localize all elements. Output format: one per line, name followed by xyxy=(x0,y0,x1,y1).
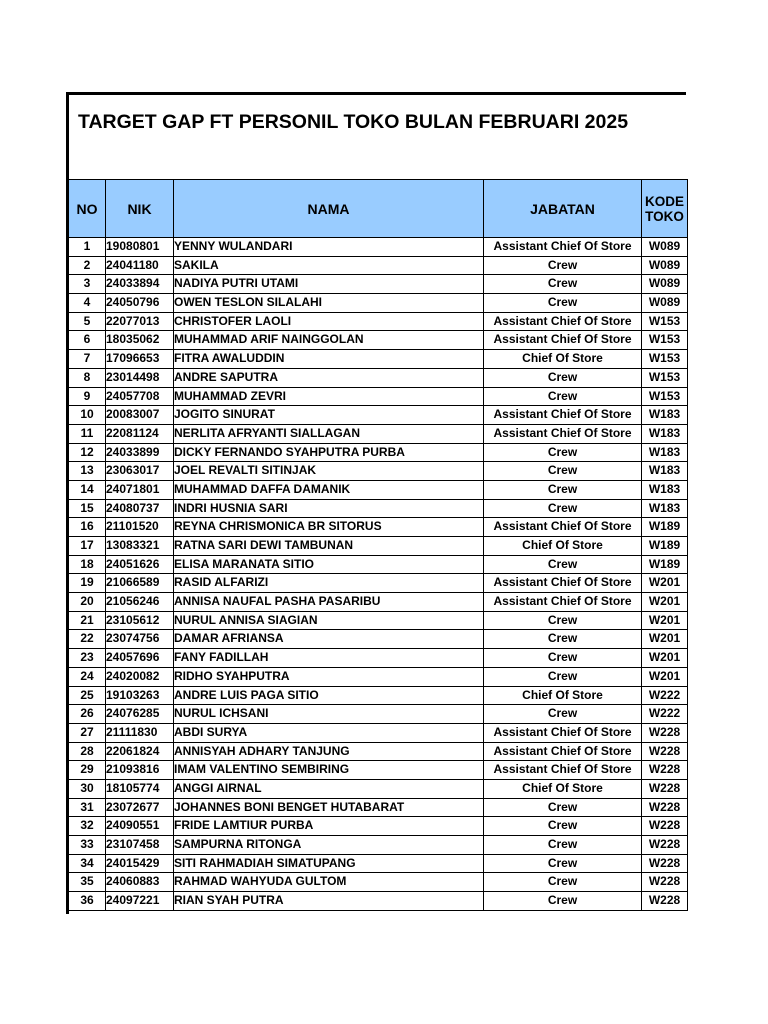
table-row xyxy=(69,892,688,911)
cell-nama: FRIDE LAMTIUR PURBA xyxy=(174,817,484,836)
kode-header-line1: KODE xyxy=(644,193,684,209)
cell-nik: 23072677 xyxy=(106,798,174,817)
cell-nama: ANNISA NAUFAL PASHA PASARIBU xyxy=(174,593,484,612)
cell-no: 30 xyxy=(69,779,106,798)
cell-nama: NURUL ANNISA SIAGIAN xyxy=(174,611,484,630)
cell-kode-toko: W183 xyxy=(642,424,688,443)
table-row xyxy=(69,368,688,387)
cell-nama: SITI RAHMADIAH SIMATUPANG xyxy=(174,854,484,873)
cell-no: 2 xyxy=(69,256,106,275)
cell-jabatan: Crew xyxy=(484,480,642,499)
cell-kode-toko: W153 xyxy=(642,331,688,350)
cell-jabatan: Crew xyxy=(484,854,642,873)
cell-kode-toko: W228 xyxy=(642,761,688,780)
cell-nama: NURUL ICHSANI xyxy=(174,705,484,724)
cell-no: 36 xyxy=(69,892,106,911)
table-row xyxy=(69,574,688,593)
cell-no: 4 xyxy=(69,294,106,313)
cell-nik: 17096653 xyxy=(106,350,174,369)
cell-no: 34 xyxy=(69,854,106,873)
cell-kode-toko: W189 xyxy=(642,537,688,556)
table-row xyxy=(69,779,688,798)
cell-nama: ANGGI AIRNAL xyxy=(174,779,484,798)
cell-nik: 21066589 xyxy=(106,574,174,593)
cell-nama: MUHAMMAD ARIF NAINGGOLAN xyxy=(174,331,484,350)
cell-kode-toko: W201 xyxy=(642,593,688,612)
cell-jabatan: Crew xyxy=(484,798,642,817)
cell-kode-toko: W089 xyxy=(642,256,688,275)
cell-no: 31 xyxy=(69,798,106,817)
table-row xyxy=(69,312,688,331)
cell-kode-toko: W201 xyxy=(642,574,688,593)
table-row xyxy=(69,798,688,817)
cell-nama: ANDRE SAPUTRA xyxy=(174,368,484,387)
table-row xyxy=(69,649,688,668)
cell-nik: 23105612 xyxy=(106,611,174,630)
cell-no: 32 xyxy=(69,817,106,836)
cell-nik: 19103263 xyxy=(106,686,174,705)
column-header-nik: NIK xyxy=(106,180,174,238)
cell-kode-toko: W228 xyxy=(642,817,688,836)
kode-header-line2: TOKO xyxy=(645,208,684,224)
cell-kode-toko: W183 xyxy=(642,480,688,499)
cell-nama: ANDRE LUIS PAGA SITIO xyxy=(174,686,484,705)
cell-nama: ABDI SURYA xyxy=(174,723,484,742)
cell-jabatan: Assistant Chief Of Store xyxy=(484,723,642,742)
cell-kode-toko: W228 xyxy=(642,836,688,855)
cell-jabatan: Crew xyxy=(484,836,642,855)
cell-nik: 24051626 xyxy=(106,555,174,574)
cell-nik: 24097221 xyxy=(106,892,174,911)
cell-no: 15 xyxy=(69,499,106,518)
table-row xyxy=(69,499,688,518)
cell-no: 13 xyxy=(69,462,106,481)
table-row xyxy=(69,761,688,780)
cell-kode-toko: W153 xyxy=(642,350,688,369)
cell-no: 29 xyxy=(69,761,106,780)
cell-jabatan: Assistant Chief Of Store xyxy=(484,593,642,612)
table-row xyxy=(69,406,688,425)
cell-jabatan: Crew xyxy=(484,368,642,387)
column-header-no: NO xyxy=(69,180,106,238)
cell-nama: OWEN TESLON SILALAHI xyxy=(174,294,484,313)
table-row xyxy=(69,593,688,612)
cell-no: 8 xyxy=(69,368,106,387)
personnel-table xyxy=(68,179,688,911)
table-row xyxy=(69,705,688,724)
table-row xyxy=(69,480,688,499)
cell-nik: 24076285 xyxy=(106,705,174,724)
cell-no: 7 xyxy=(69,350,106,369)
cell-jabatan: Crew xyxy=(484,499,642,518)
cell-nama: NERLITA AFRYANTI SIALLAGAN xyxy=(174,424,484,443)
cell-jabatan: Assistant Chief Of Store xyxy=(484,312,642,331)
table-row xyxy=(69,723,688,742)
cell-nama: MUHAMMAD DAFFA DAMANIK xyxy=(174,480,484,499)
table-row xyxy=(69,873,688,892)
cell-nama: RASID ALFARIZI xyxy=(174,574,484,593)
cell-jabatan: Crew xyxy=(484,649,642,668)
cell-jabatan: Crew xyxy=(484,256,642,275)
cell-kode-toko: W228 xyxy=(642,873,688,892)
table-row xyxy=(69,331,688,350)
table-row xyxy=(69,630,688,649)
cell-jabatan: Chief Of Store xyxy=(484,537,642,556)
cell-nama: JOEL REVALTI SITINJAK xyxy=(174,462,484,481)
cell-kode-toko: W153 xyxy=(642,312,688,331)
cell-no: 18 xyxy=(69,555,106,574)
cell-jabatan: Crew xyxy=(484,873,642,892)
cell-nik: 21111830 xyxy=(106,723,174,742)
table-row xyxy=(69,462,688,481)
cell-no: 3 xyxy=(69,275,106,294)
cell-nik: 23074756 xyxy=(106,630,174,649)
cell-no: 28 xyxy=(69,742,106,761)
cell-kode-toko: W089 xyxy=(642,238,688,257)
cell-jabatan: Assistant Chief Of Store xyxy=(484,574,642,593)
cell-no: 6 xyxy=(69,331,106,350)
page-title: TARGET GAP FT PERSONIL TOKO BULAN FEBRUARI 2025 xyxy=(78,111,629,133)
cell-no: 25 xyxy=(69,686,106,705)
cell-kode-toko: W089 xyxy=(642,275,688,294)
cell-nama: JOGITO SINURAT xyxy=(174,406,484,425)
cell-nik: 23107458 xyxy=(106,836,174,855)
cell-nik: 18105774 xyxy=(106,779,174,798)
cell-jabatan: Crew xyxy=(484,443,642,462)
cell-jabatan: Crew xyxy=(484,387,642,406)
cell-no: 24 xyxy=(69,667,106,686)
table-row xyxy=(69,667,688,686)
cell-nik: 19080801 xyxy=(106,238,174,257)
cell-kode-toko: W089 xyxy=(642,294,688,313)
table-row xyxy=(69,238,688,257)
cell-jabatan: Assistant Chief Of Store xyxy=(484,742,642,761)
table-row xyxy=(69,611,688,630)
table-row xyxy=(69,555,688,574)
table-row xyxy=(69,256,688,275)
cell-nik: 24033894 xyxy=(106,275,174,294)
cell-nama: RIAN SYAH PUTRA xyxy=(174,892,484,911)
table-row xyxy=(69,537,688,556)
table-row xyxy=(69,350,688,369)
cell-no: 19 xyxy=(69,574,106,593)
cell-jabatan: Assistant Chief Of Store xyxy=(484,518,642,537)
cell-nama: ANNISYAH ADHARY TANJUNG xyxy=(174,742,484,761)
cell-nik: 24057708 xyxy=(106,387,174,406)
table-row xyxy=(69,518,688,537)
table-row xyxy=(69,817,688,836)
cell-no: 12 xyxy=(69,443,106,462)
cell-nama: MUHAMMAD ZEVRI xyxy=(174,387,484,406)
cell-kode-toko: W228 xyxy=(642,779,688,798)
cell-jabatan: Crew xyxy=(484,892,642,911)
cell-kode-toko: W183 xyxy=(642,406,688,425)
table-row xyxy=(69,387,688,406)
table-row xyxy=(69,424,688,443)
cell-no: 20 xyxy=(69,593,106,612)
cell-nama: RIDHO SYAHPUTRA xyxy=(174,667,484,686)
cell-nik: 22061824 xyxy=(106,742,174,761)
cell-kode-toko: W153 xyxy=(642,368,688,387)
cell-kode-toko: W228 xyxy=(642,854,688,873)
cell-jabatan: Chief Of Store xyxy=(484,779,642,798)
cell-jabatan: Crew xyxy=(484,275,642,294)
cell-nik: 21056246 xyxy=(106,593,174,612)
cell-kode-toko: W201 xyxy=(642,611,688,630)
cell-no: 10 xyxy=(69,406,106,425)
cell-nama: CHRISTOFER LAOLI xyxy=(174,312,484,331)
cell-jabatan: Chief Of Store xyxy=(484,686,642,705)
column-header-nama: NAMA xyxy=(174,180,484,238)
table-row xyxy=(69,836,688,855)
cell-no: 33 xyxy=(69,836,106,855)
cell-kode-toko: W228 xyxy=(642,798,688,817)
table-row xyxy=(69,275,688,294)
cell-no: 21 xyxy=(69,611,106,630)
cell-no: 14 xyxy=(69,480,106,499)
cell-kode-toko: W189 xyxy=(642,518,688,537)
cell-kode-toko: W153 xyxy=(642,387,688,406)
cell-nama: DAMAR AFRIANSA xyxy=(174,630,484,649)
cell-jabatan: Crew xyxy=(484,462,642,481)
cell-nik: 24020082 xyxy=(106,667,174,686)
cell-nik: 24060883 xyxy=(106,873,174,892)
cell-nik: 24090551 xyxy=(106,817,174,836)
cell-nik: 13083321 xyxy=(106,537,174,556)
cell-no: 27 xyxy=(69,723,106,742)
cell-no: 17 xyxy=(69,537,106,556)
cell-jabatan: Crew xyxy=(484,555,642,574)
cell-nama: FITRA AWALUDDIN xyxy=(174,350,484,369)
cell-nama: DICKY FERNANDO SYAHPUTRA PURBA xyxy=(174,443,484,462)
cell-no: 1 xyxy=(69,238,106,257)
table-body xyxy=(69,238,688,911)
cell-jabatan: Crew xyxy=(484,667,642,686)
cell-nik: 24057696 xyxy=(106,649,174,668)
cell-no: 22 xyxy=(69,630,106,649)
cell-nik: 23063017 xyxy=(106,462,174,481)
cell-jabatan: Crew xyxy=(484,630,642,649)
cell-nik: 21101520 xyxy=(106,518,174,537)
cell-kode-toko: W183 xyxy=(642,499,688,518)
cell-nama: RATNA SARI DEWI TAMBUNAN xyxy=(174,537,484,556)
cell-kode-toko: W228 xyxy=(642,892,688,911)
cell-jabatan: Crew xyxy=(484,705,642,724)
cell-nama: IMAM VALENTINO SEMBIRING xyxy=(174,761,484,780)
cell-no: 16 xyxy=(69,518,106,537)
cell-no: 9 xyxy=(69,387,106,406)
cell-no: 26 xyxy=(69,705,106,724)
cell-nama: FANY FADILLAH xyxy=(174,649,484,668)
cell-nik: 21093816 xyxy=(106,761,174,780)
cell-nama: ELISA MARANATA SITIO xyxy=(174,555,484,574)
cell-kode-toko: W201 xyxy=(642,667,688,686)
cell-nama: NADIYA PUTRI UTAMI xyxy=(174,275,484,294)
cell-no: 35 xyxy=(69,873,106,892)
cell-kode-toko: W183 xyxy=(642,462,688,481)
column-header-jabatan: JABATAN xyxy=(484,180,642,238)
cell-jabatan: Chief Of Store xyxy=(484,350,642,369)
cell-nik: 24071801 xyxy=(106,480,174,499)
table-row xyxy=(69,443,688,462)
cell-nama: SAKILA xyxy=(174,256,484,275)
spreadsheet-page xyxy=(66,92,686,914)
cell-kode-toko: W183 xyxy=(642,443,688,462)
cell-kode-toko: W222 xyxy=(642,705,688,724)
cell-jabatan: Assistant Chief Of Store xyxy=(484,331,642,350)
cell-nik: 24050796 xyxy=(106,294,174,313)
cell-nama: RAHMAD WAHYUDA GULTOM xyxy=(174,873,484,892)
cell-jabatan: Assistant Chief Of Store xyxy=(484,761,642,780)
cell-nik: 24041180 xyxy=(106,256,174,275)
cell-nama: YENNY WULANDARI xyxy=(174,238,484,257)
cell-kode-toko: W228 xyxy=(642,723,688,742)
table-row xyxy=(69,742,688,761)
cell-nik: 24080737 xyxy=(106,499,174,518)
cell-nik: 20083007 xyxy=(106,406,174,425)
cell-no: 11 xyxy=(69,424,106,443)
cell-nama: REYNA CHRISMONICA BR SITORUS xyxy=(174,518,484,537)
cell-nik: 22077013 xyxy=(106,312,174,331)
cell-nik: 22081124 xyxy=(106,424,174,443)
cell-jabatan: Crew xyxy=(484,611,642,630)
cell-kode-toko: W228 xyxy=(642,742,688,761)
table-row xyxy=(69,294,688,313)
table-row xyxy=(69,854,688,873)
cell-nama: JOHANNES BONI BENGET HUTABARAT xyxy=(174,798,484,817)
cell-nik: 18035062 xyxy=(106,331,174,350)
cell-kode-toko: W222 xyxy=(642,686,688,705)
cell-nik: 24015429 xyxy=(106,854,174,873)
cell-jabatan: Assistant Chief Of Store xyxy=(484,424,642,443)
sheet-top-border xyxy=(66,92,686,95)
cell-jabatan: Crew xyxy=(484,294,642,313)
cell-nik: 24033899 xyxy=(106,443,174,462)
table-header-row xyxy=(69,180,688,238)
cell-kode-toko: W189 xyxy=(642,555,688,574)
cell-nama: SAMPURNA RITONGA xyxy=(174,836,484,855)
cell-nik: 23014498 xyxy=(106,368,174,387)
cell-no: 23 xyxy=(69,649,106,668)
column-header-kode-toko xyxy=(642,180,688,238)
cell-kode-toko: W201 xyxy=(642,649,688,668)
cell-kode-toko: W201 xyxy=(642,630,688,649)
cell-jabatan: Assistant Chief Of Store xyxy=(484,238,642,257)
cell-jabatan: Assistant Chief Of Store xyxy=(484,406,642,425)
cell-nama: INDRI HUSNIA SARI xyxy=(174,499,484,518)
cell-no: 5 xyxy=(69,312,106,331)
table-row xyxy=(69,686,688,705)
cell-jabatan: Crew xyxy=(484,817,642,836)
